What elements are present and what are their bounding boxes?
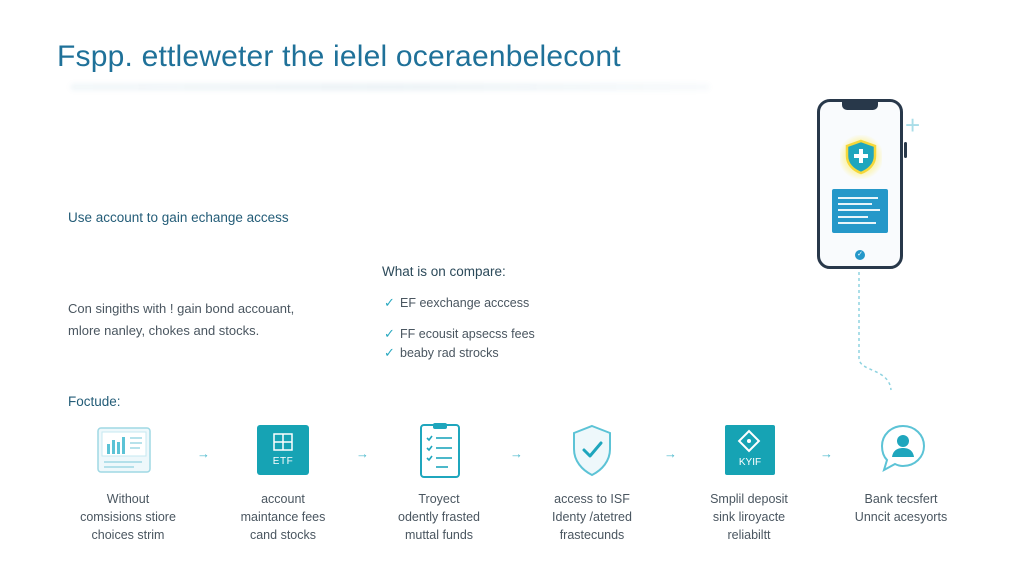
step-label-line: Bank tecsfert [864,492,938,506]
shield-plus-icon [844,139,878,175]
compare-item [384,345,499,361]
description-line: mlore nanley, chokes and stocks. [68,323,260,338]
step-label [674,490,824,544]
arrow-right-icon: → [510,446,523,461]
step-label [517,490,667,544]
step-label-line: access to ISF [554,492,630,506]
etf-badge-icon [257,425,309,475]
checkmark-icon: ✓ [384,345,395,360]
phone-notch [842,102,878,110]
step-label-line: account [261,492,305,506]
compare-item [384,295,529,311]
step-label-line: reliabiltt [727,528,771,542]
checklist-clipboard-icon [410,422,472,482]
compare-item-label: EF eexchange acccess [400,296,530,310]
arrow-right-icon: → [197,446,210,461]
dashed-connector [855,270,895,395]
step-label-line: sink liroyacte [712,510,786,524]
step-label-line: Unncit acesyorts [854,510,948,524]
plus-decoration-icon: + [905,110,921,140]
step-label-line: Without [106,492,150,506]
phone-side-button [904,142,907,158]
page-title: Fspp. ettlewe​ter the ielel oceraenbelecont [57,40,621,73]
card-line [838,197,878,199]
step-label-line: choices strim [91,528,165,542]
step-label-line: maintance fees [240,510,326,524]
arrow-right-icon: → [664,446,677,461]
arrow-right-icon: → [356,446,369,461]
step-label [208,490,358,544]
step-label-line: Smplil deposit [710,492,788,506]
footer-label: Foctude: [68,394,121,409]
shield-check-icon [561,422,623,482]
card-line [838,222,876,224]
description [68,298,294,342]
compare-item [384,326,535,342]
step-label-line: muttal funds [404,528,474,542]
subtitle: Use account to gain echange access [68,210,289,225]
compare-item-label: FF ecousit apsecss fees [400,327,535,341]
etf-badge-text: ETF [272,456,294,467]
compare-item-label: beaby rad strocks [400,346,499,360]
arrow-right-icon: → [820,446,833,461]
kyc-badge-icon [725,425,775,475]
compare-heading: What is on compare: [382,264,506,279]
check-dot-icon: ✓ [855,250,865,260]
step-label [364,490,514,544]
step-label [53,490,203,544]
card-line [838,203,872,205]
description-line: Con singiths with ! gain bond accouant, [68,301,295,316]
kyc-badge-text: KYIF [738,457,762,468]
checkmark-icon: ✓ [384,295,395,310]
card-line [838,216,868,218]
user-chat-bubble-icon [872,422,934,482]
step-label-line: Troyect [418,492,460,506]
checkmark-icon: ✓ [384,326,395,341]
card-line [838,209,880,211]
step-label-line: cand stocks [249,528,316,542]
phone-illustration [817,99,903,269]
phone-card-icon [832,189,888,233]
step-label-line: comsisions stiore [80,510,176,524]
step-label [826,490,976,526]
step-label-line: Identy /atetred [552,510,632,524]
step-label-line: odently frasted [398,510,480,524]
step-label-line: frastecunds [559,528,625,542]
title-reflection [70,83,710,91]
document-chart-icon [94,422,156,482]
